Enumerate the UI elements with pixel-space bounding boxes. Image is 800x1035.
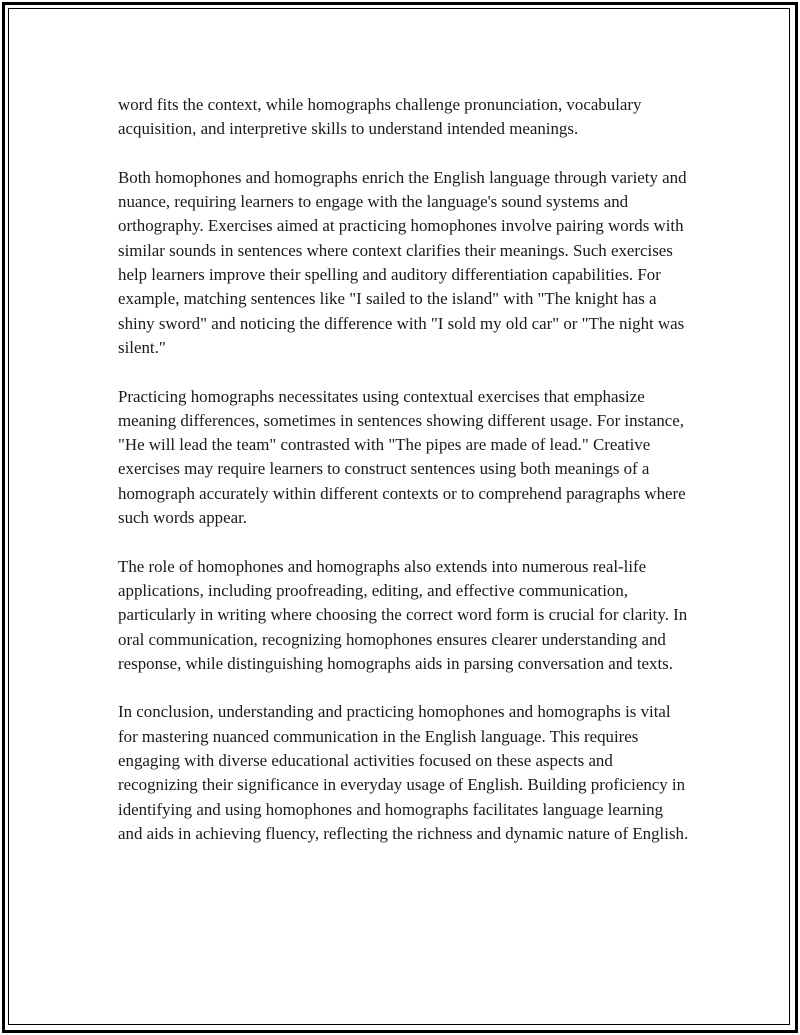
paragraph-2: Both homophones and homographs enrich the English language through variety and nuance, requiring learners to engage with the language's sound systems and orthography. Exercises aimed at practicing homophones involve pairing words with similar sounds in sentences where context clarifies their meanings. Such exercises help learners improve their spelling and auditory differentiation capabilities. For example, matching sentences like "I sailed to the island" with "The knight has a shiny sword" and noticing the difference with "I sold my old car" or "The night was silent." <box>118 167 687 357</box>
document-body <box>118 93 690 871</box>
paragraph-4: The role of homophones and homographs also extends into numerous real-life applications, including proofreading, editing, and effective communication, particularly in writing where choosing the correct word form is crucial for clarity. In oral communication, recognizing homophones ensures clearer understanding and response, while distinguishing homographs aids in parsing conversation and texts. <box>118 556 688 673</box>
paragraph-1: word fits the context, while homographs challenge pronunciation, vocabulary acquisition, and interpretive skills to understand intended meanings. <box>118 95 642 139</box>
paragraph-5: In conclusion, understanding and practicing homophones and homographs is vital for mastering nuanced communication in the English language. This requires engaging with diverse educational activities focused on these aspects and recognizing their significance in everyday usage of English. Building proficiency in identifying and using homophones and homographs facilitates language learning and aids in achieving fluency, reflecting the richness and dynamic nature of English. <box>118 702 689 843</box>
paragraph-3: Practicing homographs necessitates using contextual exercises that emphasize meaning differences, sometimes in sentences showing different usage. For instance, "He will lead the team" contrasted with "The pipes are made of lead." Creative exercises may require learners to construct sentences using both meanings of a homograph accurately within different contexts or to comprehend paragraphs where such words appear. <box>118 386 686 528</box>
